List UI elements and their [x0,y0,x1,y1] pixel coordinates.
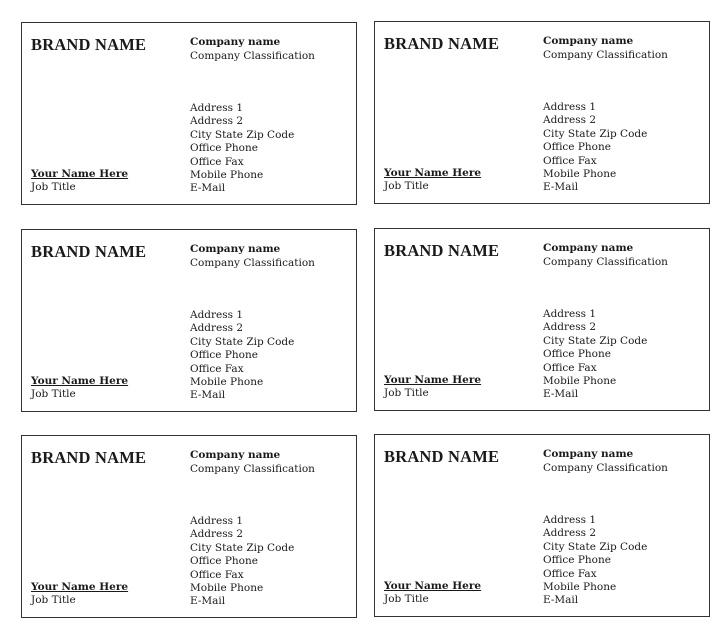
office-phone: Office Phone [190,555,258,568]
address-line-2: Address 2 [190,115,244,128]
mobile-phone: Mobile Phone [190,168,264,181]
city-state-zip: City State Zip Code [543,540,648,553]
contact-block [543,308,647,402]
job-title: Job Title [31,181,76,194]
brand-name: BRAND NAME [384,241,500,260]
city-state-zip: City State Zip Code [543,334,648,347]
job-title: Job Title [384,593,429,606]
job-title: Job Title [384,387,429,400]
job-title: Job Title [31,388,76,401]
office-phone: Office Phone [190,349,258,362]
address-line-1: Address 1 [190,102,244,114]
company-name: Company name [543,35,634,47]
office-phone: Office Phone [543,348,611,361]
address-line-2: Address 2 [543,527,597,540]
company-name: Company name [190,243,281,255]
office-fax: Office Fax [543,361,597,374]
company-name: Company name [190,36,281,48]
person-block [384,167,481,194]
brand-name: BRAND NAME [31,242,147,261]
city-state-zip: City State Zip Code [190,541,295,554]
person-name: Your Name Here [384,374,482,386]
address-line-1: Address 1 [190,515,244,527]
company-classification: Company Classification [190,463,315,475]
mobile-phone: Mobile Phone [543,374,617,387]
mobile-phone: Mobile Phone [543,167,617,180]
job-title: Job Title [384,180,429,193]
contact-block [543,514,647,608]
office-fax: Office Fax [190,362,244,375]
office-fax: Office Fax [543,567,597,580]
company-classification: Company Classification [190,50,315,62]
brand-name: BRAND NAME [384,447,500,466]
person-name: Your Name Here [384,580,482,592]
office-phone: Office Phone [190,142,258,155]
address-line-1: Address 1 [190,309,244,321]
address-line-2: Address 2 [543,114,597,127]
company-classification: Company Classification [543,49,668,61]
office-fax: Office Fax [190,568,244,581]
address-line-1: Address 1 [543,101,597,113]
person-block [384,580,481,607]
address-line-1: Address 1 [543,514,597,526]
person-block [384,374,481,401]
person-name: Your Name Here [31,375,129,387]
person-name: Your Name Here [31,168,129,180]
contact-block [190,309,294,403]
address-line-2: Address 2 [190,322,244,335]
city-state-zip: City State Zip Code [190,335,295,348]
email: E-Mail [190,595,226,608]
office-fax: Office Fax [543,154,597,167]
mobile-phone: Mobile Phone [543,580,617,593]
mobile-phone: Mobile Phone [190,375,264,388]
address-line-1: Address 1 [543,308,597,320]
email: E-Mail [543,388,579,401]
email: E-Mail [190,182,226,195]
job-title: Job Title [31,594,76,607]
person-name: Your Name Here [384,167,482,179]
office-fax: Office Fax [190,155,244,168]
person-block [31,581,128,608]
company-name: Company name [190,449,281,461]
company-name: Company name [543,448,634,460]
office-phone: Office Phone [543,141,611,154]
person-name: Your Name Here [31,581,129,593]
contact-block [543,101,647,195]
company-classification: Company Classification [190,257,315,269]
email: E-Mail [543,181,579,194]
company-name: Company name [543,242,634,254]
brand-name: BRAND NAME [31,448,147,467]
company-classification: Company Classification [543,462,668,474]
brand-name: BRAND NAME [384,34,500,53]
business-card-2 [374,21,710,204]
company-classification: Company Classification [543,256,668,268]
business-card-5 [21,435,357,618]
business-card-6 [374,434,710,617]
contact-block [190,515,294,609]
office-phone: Office Phone [543,554,611,567]
mobile-phone: Mobile Phone [190,581,264,594]
email: E-Mail [543,594,579,607]
business-card-3 [21,229,357,412]
email: E-Mail [190,389,226,402]
brand-name: BRAND NAME [31,35,147,54]
business-card-1 [21,22,357,205]
business-card-4 [374,228,710,411]
address-line-2: Address 2 [543,321,597,334]
person-block [31,168,128,195]
city-state-zip: City State Zip Code [190,128,295,141]
city-state-zip: City State Zip Code [543,127,648,140]
contact-block [190,102,294,196]
person-block [31,375,128,402]
address-line-2: Address 2 [190,528,244,541]
